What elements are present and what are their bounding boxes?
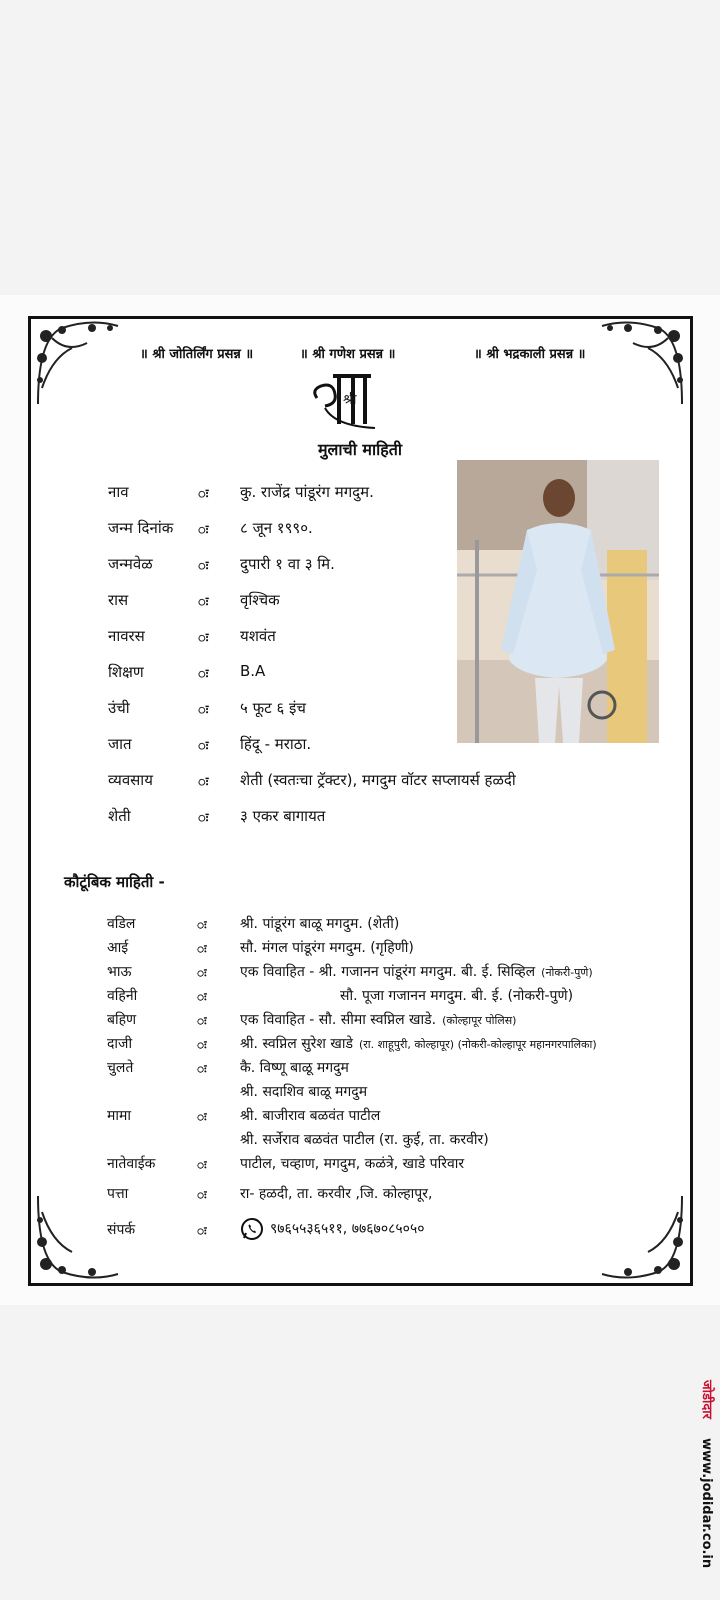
whatsapp-icon — [240, 1217, 264, 1241]
family-value-text: श्री. स्वप्निल सुरेश खाडे — [240, 1036, 353, 1052]
family-label: पत्ता — [107, 1186, 129, 1202]
personal-value: शेती (स्वतःचा ट्रॅक्टर), मगदुम वॉटर सप्लायर्स हळदी — [240, 771, 516, 789]
family-value-text: एक विवाहित - सौ. सीमा स्वप्निल खाडे. — [240, 1012, 437, 1028]
family-label: आई — [107, 940, 129, 956]
colon-separator: ः — [198, 487, 209, 502]
colon-separator: ः — [197, 1038, 207, 1052]
personal-value: ५ फूट ६ इंच — [240, 699, 306, 717]
watermark-brand: जोडीदार — [699, 1380, 714, 1419]
colon-separator: ः — [198, 667, 209, 682]
family-value-second-line: श्री. सदाशिव बाळू मगदुम — [240, 1084, 368, 1100]
colon-separator: ः — [197, 918, 207, 932]
personal-label: शिक्षण — [108, 663, 144, 681]
personal-value: कु. राजेंद्र पांडूरंग मगदुम. — [240, 483, 374, 501]
family-note: (नोकरी-पुणे) — [541, 966, 593, 979]
colon-separator: ः — [197, 966, 207, 980]
blessing-bhadrakali: ॥ श्री भद्रकाली प्रसन्न ॥ — [474, 347, 586, 362]
personal-label: जन्मवेळ — [108, 555, 153, 573]
family-label: वहिनी — [107, 988, 138, 1004]
family-section-title: कौटूंबिक माहिती - — [64, 873, 165, 891]
personal-value: ८ जून १९९०. — [240, 519, 313, 537]
personal-value: वृश्चिक — [240, 591, 280, 609]
personal-value: हिंदू - मराठा. — [240, 735, 312, 753]
shree-logo — [305, 368, 385, 432]
floral-corner-bottom-right-icon — [598, 1192, 688, 1282]
family-value — [240, 1217, 425, 1241]
colon-separator: ः — [198, 559, 209, 574]
colon-separator: ः — [198, 595, 209, 610]
family-value — [240, 1010, 516, 1029]
family-label: मामा — [107, 1108, 131, 1124]
personal-value: यशवंत — [240, 627, 276, 645]
family-value — [240, 938, 414, 957]
watermark-text — [699, 1380, 717, 1568]
family-value-text: श्री. बाजीराव बळवंत पाटील — [240, 1108, 381, 1124]
colon-separator: ः — [197, 1110, 207, 1124]
family-label: दाजी — [107, 1036, 133, 1052]
family-value — [240, 1184, 432, 1203]
family-value-second-line: श्री. सर्जेराव बळवंत पाटील (रा. कुई, ता. करवीर) — [240, 1132, 489, 1148]
family-value-text: रा- हळदी, ता. करवीर ,जि. कोल्हापूर, — [240, 1186, 433, 1202]
family-label: संपर्क — [107, 1222, 136, 1238]
family-value — [240, 1154, 464, 1173]
colon-separator: ः — [197, 1188, 207, 1202]
watermark — [695, 1380, 717, 1590]
family-label: भाऊ — [107, 964, 132, 980]
family-label: वडिल — [107, 916, 136, 932]
family-value-text: सौ. मंगल पांडूरंग मगदुम. (गृहिणी) — [240, 940, 414, 956]
family-label: बहिण — [107, 1012, 137, 1028]
page-title: मुलाची माहिती — [317, 440, 403, 459]
family-value-text: सौ. पूजा गजानन मगदुम. बी. ई. (नोकरी-पुणे) — [340, 988, 574, 1004]
colon-separator: ः — [197, 1062, 207, 1076]
personal-label: जन्म दिनांक — [108, 519, 174, 537]
personal-label: व्यवसाय — [108, 771, 153, 789]
blessing-ganesh: ॥ श्री गणेश प्रसन्न ॥ — [300, 347, 396, 362]
personal-value: ३ एकर बागायत — [240, 807, 326, 825]
family-value — [340, 986, 573, 1005]
floral-corner-top-right-icon — [598, 318, 688, 408]
colon-separator: ः — [197, 1014, 207, 1028]
colon-separator: ः — [198, 631, 209, 646]
colon-separator: ः — [197, 1158, 207, 1172]
family-value — [240, 1106, 380, 1125]
personal-label: उंची — [108, 699, 130, 717]
colon-separator: ः — [197, 942, 207, 956]
family-note: (रा. शाहूपुरी, कोल्हापूर) (नोकरी-कोल्हापूर महानगरपालिका) — [358, 1038, 597, 1051]
groom-photo — [457, 460, 659, 743]
personal-label: नावरस — [108, 627, 145, 645]
blessing-jotirling: ॥ श्री जोतिर्लिंग प्रसन्न ॥ — [140, 347, 254, 362]
personal-value: B.A — [240, 662, 266, 680]
colon-separator: ः — [197, 1224, 207, 1238]
floral-corner-top-left-icon — [32, 318, 122, 408]
personal-value: दुपारी १ वा ३ मि. — [240, 555, 335, 573]
family-value — [240, 1058, 349, 1077]
colon-separator: ः — [198, 703, 209, 718]
personal-label: शेती — [108, 807, 131, 825]
personal-label: रास — [108, 591, 129, 609]
personal-label: नाव — [108, 483, 129, 501]
family-value-text: एक विवाहित - श्री. गजानन पांडूरंग मगदुम. बी. ई. सिव्हिल — [240, 964, 536, 980]
colon-separator: ः — [198, 523, 209, 538]
family-value-text: ९७६५५३६५११, ७७६७०८५०५० — [270, 1221, 425, 1237]
family-value-text: पाटील, चव्हाण, मगदुम, कळंत्रे, खाडे परिवार — [240, 1156, 465, 1172]
watermark-site: www.jodidar.co.in — [699, 1438, 714, 1569]
family-value — [240, 914, 399, 933]
family-note: (कोल्हापूर पोलिस) — [442, 1014, 517, 1027]
family-value — [240, 962, 593, 981]
family-label: चुलते — [107, 1060, 134, 1076]
family-value — [240, 1034, 597, 1053]
colon-separator: ः — [197, 990, 207, 1004]
family-value-text: श्री. पांडूरंग बाळू मगदुम. (शेती) — [240, 916, 400, 932]
colon-separator: ः — [198, 811, 209, 826]
family-label: नातेवाईक — [107, 1156, 156, 1172]
svg-text:श्री: श्री — [343, 392, 357, 408]
personal-label: जात — [108, 735, 132, 753]
colon-separator: ः — [198, 775, 209, 790]
family-value-text: कै. विष्णू बाळू मगदुम — [240, 1060, 349, 1076]
colon-separator: ः — [198, 739, 209, 754]
